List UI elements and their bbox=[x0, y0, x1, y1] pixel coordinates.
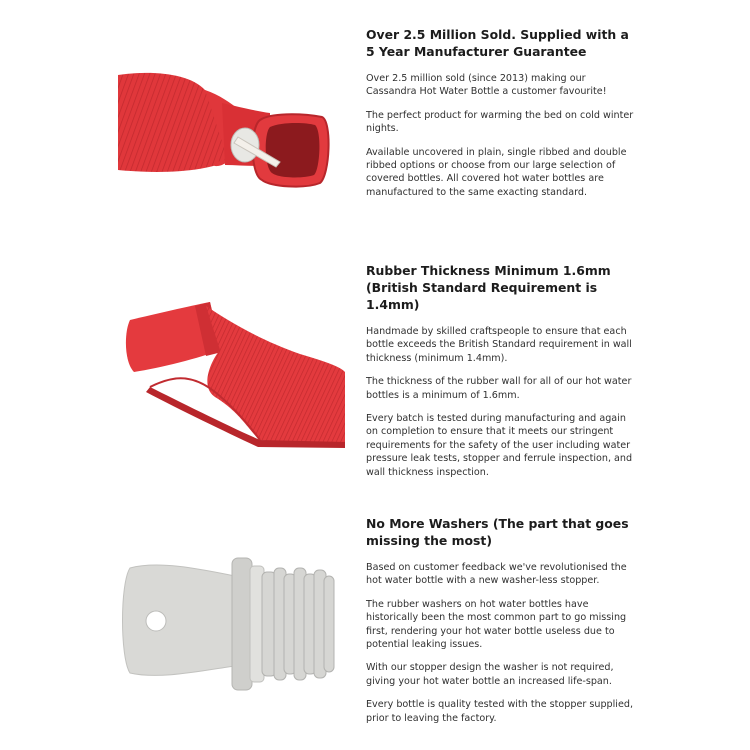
section-paragraph: Available uncovered in plain, single ribbed and double ribbed options or choose from our large selection of covered bottles. All covered hot water bottles are manufactured to the same exacting standard. bbox=[366, 146, 627, 198]
section-paragraph: Over 2.5 million sold (since 2013) making our Cassandra Hot Water Bottle a customer favourite! bbox=[366, 73, 607, 98]
section-paragraph: Every bottle is quality tested with the stopper supplied, prior to leaving the factory. bbox=[366, 699, 633, 724]
bottle-ribbed-image bbox=[110, 292, 345, 452]
section-paragraph: Handmade by skilled craftspeople to ensure that each bottle exceeds the British Standard requirement in wall thickness (minimum 1.4mm). bbox=[366, 326, 632, 364]
stopper-image bbox=[110, 548, 345, 698]
red-bottle-icon bbox=[110, 65, 345, 200]
section-paragraph: With our stopper design the washer is not required, giving your hot water bottle an increased life-span. bbox=[366, 662, 614, 687]
section-heading: Rubber Thickness Minimum 1.6mm (British Standard Requirement is 1.4mm) bbox=[366, 263, 611, 312]
section-heading: No More Washers (The part that goes missing the most) bbox=[366, 516, 629, 548]
section-paragraph: Every batch is tested during manufacturing and again on completion to ensure that it meets our stringent requirements for the safety of the user including water pressure leak tests, stopper and ferrule inspection, and wall thickness inspection. bbox=[366, 413, 633, 478]
bottle-neck-image bbox=[110, 65, 345, 200]
red-ribbed-bottle-icon bbox=[110, 292, 345, 452]
section-paragraph: The rubber washers on hot water bottles have historically been the most common part to go missing first, rendering your hot water bottle useless due to potential leaking issues. bbox=[366, 598, 627, 651]
screw-stopper-icon bbox=[110, 548, 345, 698]
section-heading: Over 2.5 Million Sold. Supplied with a 5 Year Manufacturer Guarantee bbox=[366, 27, 629, 59]
section-paragraph: The thickness of the rubber wall for all of our hot water bottles is a minimum of 1.6mm. bbox=[366, 376, 632, 401]
section-paragraph: The perfect product for warming the bed on cold winter nights. bbox=[366, 109, 634, 135]
section-paragraph: Based on customer feedback we've revolutionised the hot water bottle with a new washer-less stopper. bbox=[366, 562, 627, 587]
